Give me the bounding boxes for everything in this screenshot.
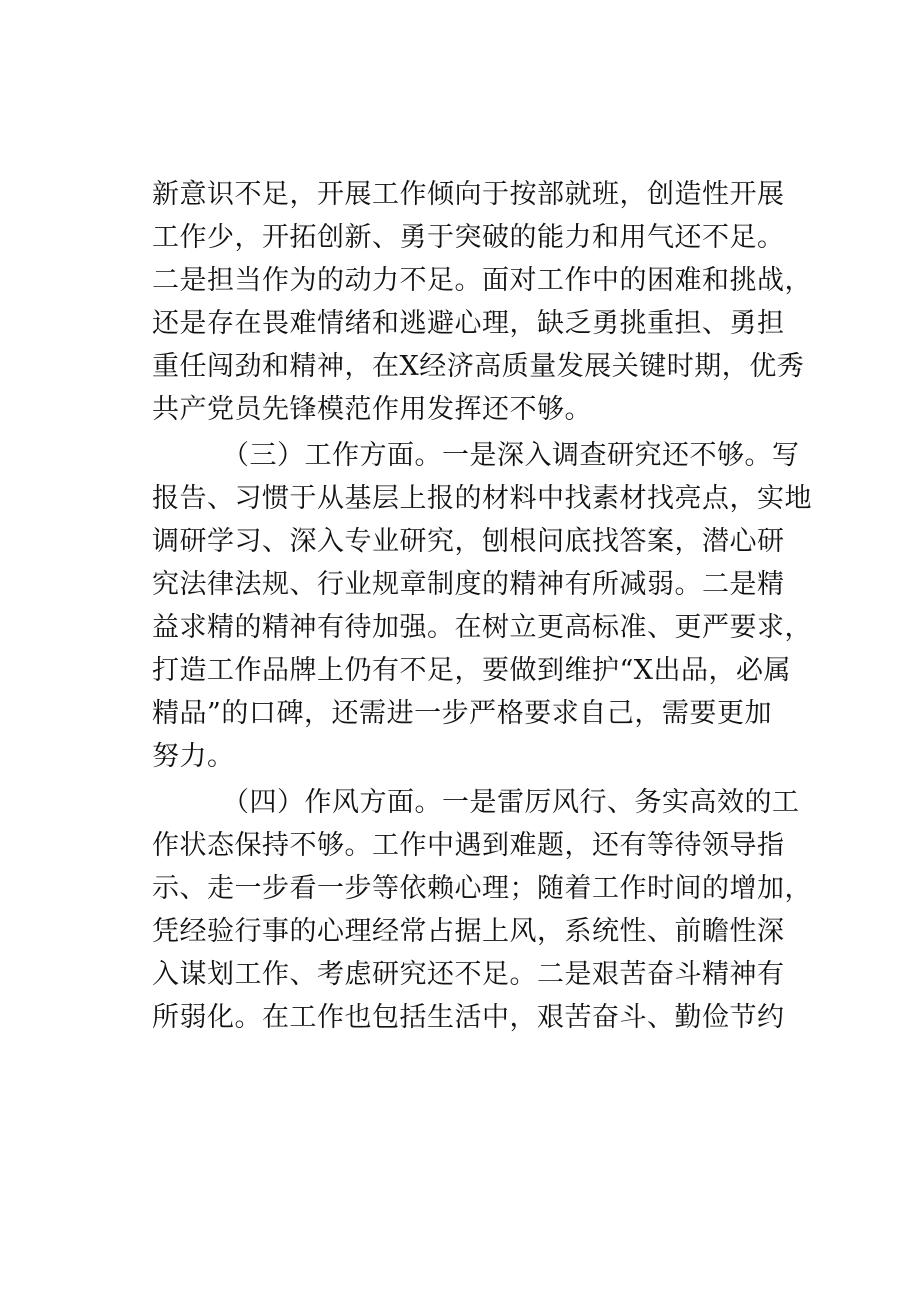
paragraph-continuation (152, 173, 812, 431)
text-line: 示、走一步看一步等依赖心理；随着工作时间的增加， (152, 873, 812, 904)
text-line: 工作少，开拓创新、勇于突破的能力和用气还不足。 (152, 222, 785, 253)
text-line: 努力。 (152, 741, 235, 772)
document-body (152, 173, 812, 1039)
text-line: 报告、习惯于从基层上报的材料中找素材找亮点，实地 (152, 483, 812, 514)
text-line: 凭经验行事的心理经常占据上风，系统性、前瞻性深 (152, 916, 785, 947)
text-line: 二是担当作为的动力不足。面对工作中的困难和挑战， (152, 265, 812, 296)
text-line: 所弱化。在工作也包括生活中，艰苦奋斗、勤俭节约 (152, 1002, 785, 1033)
paragraph-style-aspect (152, 781, 812, 1039)
text-line: 精品”的口碑，还需进一步严格要求自己，需要更加 (152, 698, 772, 729)
text-line: 入谋划工作、考虑研究还不足。二是艰苦奋斗精神有 (152, 959, 785, 990)
text-line: 作状态保持不够。工作中遇到难题，还有等待领导指 (152, 830, 785, 861)
text-line: 还是存在畏难情绪和逃避心理，缺乏勇挑重担、勇担 (152, 308, 785, 339)
text-line: （四）作风方面。一是雷厉风行、务实高效的工 (222, 787, 800, 818)
text-line: 共产党员先锋模范作用发挥还不够。 (152, 394, 592, 425)
text-line: 打造工作品牌上仍有不足，要做到维护“X出品，必属 (152, 655, 792, 686)
text-line: （三）工作方面。一是深入调查研究还不够。写 (222, 440, 800, 471)
text-line: 新意识不足，开展工作倾向于按部就班，创造性开展 (152, 179, 785, 210)
text-line: 究法律法规、行业规章制度的精神有所减弱。二是精 (152, 569, 785, 600)
text-line: 重任闯劲和精神，在X经济高质量发展关键时期，优秀 (152, 351, 805, 382)
paragraph-work-aspect (152, 434, 812, 778)
text-line: 益求精的精神有待加强。在树立更高标准、更严要求， (152, 612, 812, 643)
text-line: 调研学习、深入专业研究，刨根问底找答案，潜心研 (152, 526, 785, 557)
